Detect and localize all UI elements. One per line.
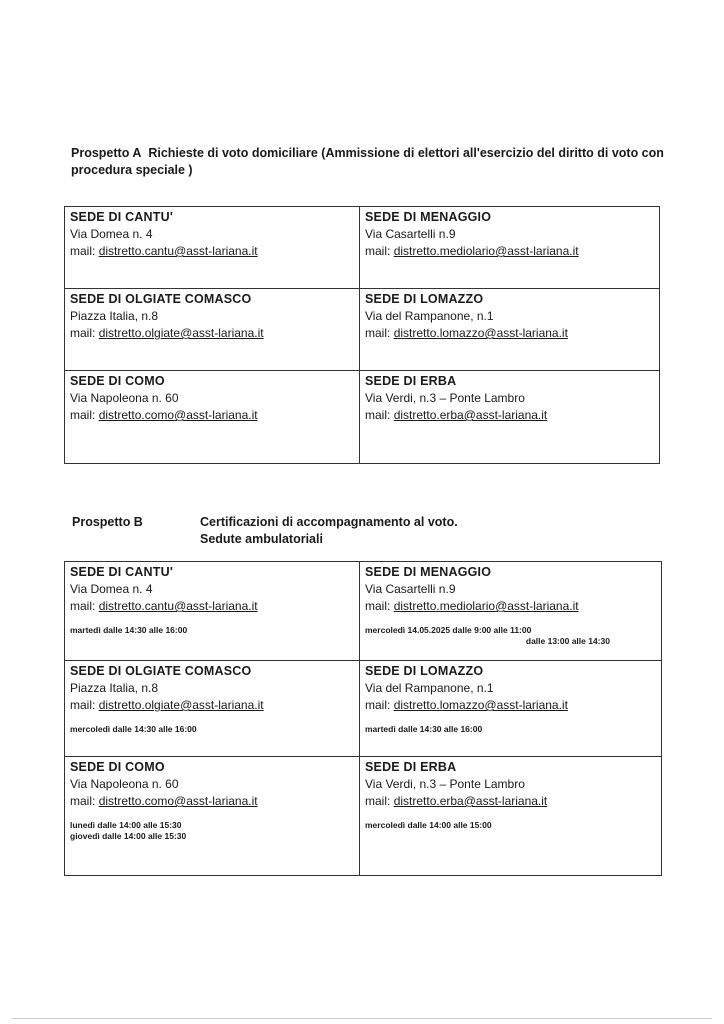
opening-hours bbox=[70, 820, 353, 842]
mail-link[interactable]: distretto.lomazzo@asst-lariana.it bbox=[393, 698, 568, 712]
hours-line: lunedì dalle 14:00 alle 15:30 bbox=[70, 820, 182, 830]
mail-link[interactable]: distretto.cantu@asst-lariana.it bbox=[98, 244, 258, 258]
mail-label: mail: bbox=[70, 408, 96, 422]
mail-label: mail: bbox=[365, 244, 391, 258]
hours-line: dalle 13:00 alle 14:30 bbox=[525, 636, 610, 646]
mail-label: mail: bbox=[70, 326, 96, 340]
mail-link[interactable]: distretto.olgiate@asst-lariana.it bbox=[98, 698, 264, 712]
opening-hours bbox=[70, 625, 353, 636]
sede-name: SEDE DI MENAGGIO bbox=[365, 210, 492, 224]
sede-card bbox=[360, 207, 659, 289]
mail-label: mail: bbox=[70, 794, 96, 808]
prospetto-a-title: Richieste di voto domiciliare (Ammissione di elettori all'esercizio del diritto di voto con procedura speciale ) bbox=[71, 146, 664, 177]
hours-line: giovedì dalle 14:00 alle 15:30 bbox=[70, 831, 187, 841]
sede-mail bbox=[365, 407, 653, 424]
sede-mail bbox=[365, 243, 653, 260]
mail-link[interactable]: distretto.como@asst-lariana.it bbox=[98, 794, 258, 808]
sede-name: SEDE DI MENAGGIO bbox=[365, 565, 492, 579]
mail-link[interactable]: distretto.mediolario@asst-lariana.it bbox=[393, 599, 579, 613]
prospetto-b-title-line2: Sedute ambulatoriali bbox=[200, 532, 323, 546]
sede-address: Via del Rampanone, n.1 bbox=[365, 681, 494, 695]
sede-mail bbox=[365, 793, 655, 810]
sede-address: Via Napoleona n. 60 bbox=[70, 391, 179, 405]
sede-mail bbox=[70, 697, 353, 714]
sede-card bbox=[65, 661, 360, 757]
sede-name: SEDE DI CANTU' bbox=[70, 210, 174, 224]
sede-address: Via Verdi, n.3 – Ponte Lambro bbox=[365, 391, 525, 405]
sede-mail bbox=[70, 407, 353, 424]
mail-link[interactable]: distretto.erba@asst-lariana.it bbox=[393, 794, 548, 808]
sede-card bbox=[65, 289, 360, 371]
hours-line: martedì dalle 14:30 alle 16:00 bbox=[70, 625, 188, 635]
mail-label: mail: bbox=[365, 794, 391, 808]
sede-card bbox=[360, 562, 661, 661]
mail-link[interactable]: distretto.lomazzo@asst-lariana.it bbox=[393, 326, 568, 340]
mail-label: mail: bbox=[365, 599, 391, 613]
sede-address: Piazza Italia, n.8 bbox=[70, 309, 159, 323]
sede-mail bbox=[365, 598, 655, 615]
sede-address: Via Casartelli n.9 bbox=[365, 582, 456, 596]
mail-link[interactable]: distretto.erba@asst-lariana.it bbox=[393, 408, 548, 422]
mail-label: mail: bbox=[365, 408, 391, 422]
sede-address: Via Verdi, n.3 – Ponte Lambro bbox=[365, 777, 525, 791]
mail-label: mail: bbox=[70, 599, 96, 613]
sede-name: SEDE DI CANTU' bbox=[70, 565, 174, 579]
prospetto-a-table bbox=[64, 206, 660, 464]
mail-link[interactable]: distretto.como@asst-lariana.it bbox=[98, 408, 258, 422]
prospetto-b-table bbox=[64, 561, 662, 876]
hours-line: martedì dalle 14:30 alle 16:00 bbox=[365, 724, 483, 734]
sede-address: Via Domea n. 4 bbox=[70, 227, 153, 241]
mail-label: mail: bbox=[70, 244, 96, 258]
sede-name: SEDE DI LOMAZZO bbox=[365, 664, 484, 678]
mail-label: mail: bbox=[70, 698, 96, 712]
sede-address: Via Casartelli n.9 bbox=[365, 227, 456, 241]
sede-mail bbox=[70, 793, 353, 810]
mail-link[interactable]: distretto.olgiate@asst-lariana.it bbox=[98, 326, 264, 340]
hours-line: mercoledì dalle 14:30 alle 16:00 bbox=[70, 724, 197, 734]
hours-line: mercoledì 14.05.2025 dalle 9:00 alle 11:00 bbox=[365, 625, 532, 635]
sede-name: SEDE DI COMO bbox=[70, 760, 165, 774]
prospetto-a-heading bbox=[71, 145, 671, 179]
prospetto-b-label: Prospetto B bbox=[72, 515, 143, 529]
prospetto-b-title-line1: Certificazioni di accompagnamento al voto. bbox=[200, 515, 458, 529]
sede-card bbox=[360, 289, 659, 371]
sede-name: SEDE DI OLGIATE COMASCO bbox=[70, 664, 252, 678]
opening-hours bbox=[365, 820, 655, 831]
hours-line: mercoledì dalle 14:00 alle 15:00 bbox=[365, 820, 492, 830]
sede-card bbox=[65, 207, 360, 289]
sede-name: SEDE DI COMO bbox=[70, 374, 165, 388]
sede-card bbox=[65, 757, 360, 875]
sede-name: SEDE DI OLGIATE COMASCO bbox=[70, 292, 252, 306]
sede-address: Piazza Italia, n.8 bbox=[70, 681, 159, 695]
sede-card bbox=[65, 562, 360, 661]
sede-mail bbox=[70, 598, 353, 615]
sede-mail bbox=[70, 325, 353, 342]
prospetto-b-title bbox=[200, 514, 458, 548]
sede-address: Via Napoleona n. 60 bbox=[70, 777, 179, 791]
sede-name: SEDE DI ERBA bbox=[365, 374, 457, 388]
prospetto-a-label: Prospetto A bbox=[71, 146, 142, 160]
opening-hours bbox=[365, 625, 655, 647]
sede-mail bbox=[365, 697, 655, 714]
sede-card bbox=[360, 757, 661, 875]
sede-name: SEDE DI LOMAZZO bbox=[365, 292, 484, 306]
mail-label: mail: bbox=[365, 698, 391, 712]
sede-address: Via Domea n. 4 bbox=[70, 582, 153, 596]
sede-card bbox=[65, 371, 360, 463]
sede-address: Via del Rampanone, n.1 bbox=[365, 309, 494, 323]
sede-mail bbox=[70, 243, 353, 260]
page-edge-divider bbox=[12, 1018, 712, 1019]
mail-label: mail: bbox=[365, 326, 391, 340]
sede-card bbox=[360, 661, 661, 757]
mail-link[interactable]: distretto.cantu@asst-lariana.it bbox=[98, 599, 258, 613]
opening-hours bbox=[365, 724, 655, 735]
sede-card bbox=[360, 371, 659, 463]
sede-mail bbox=[365, 325, 653, 342]
opening-hours bbox=[70, 724, 353, 735]
mail-link[interactable]: distretto.mediolario@asst-lariana.it bbox=[393, 244, 579, 258]
sede-name: SEDE DI ERBA bbox=[365, 760, 457, 774]
